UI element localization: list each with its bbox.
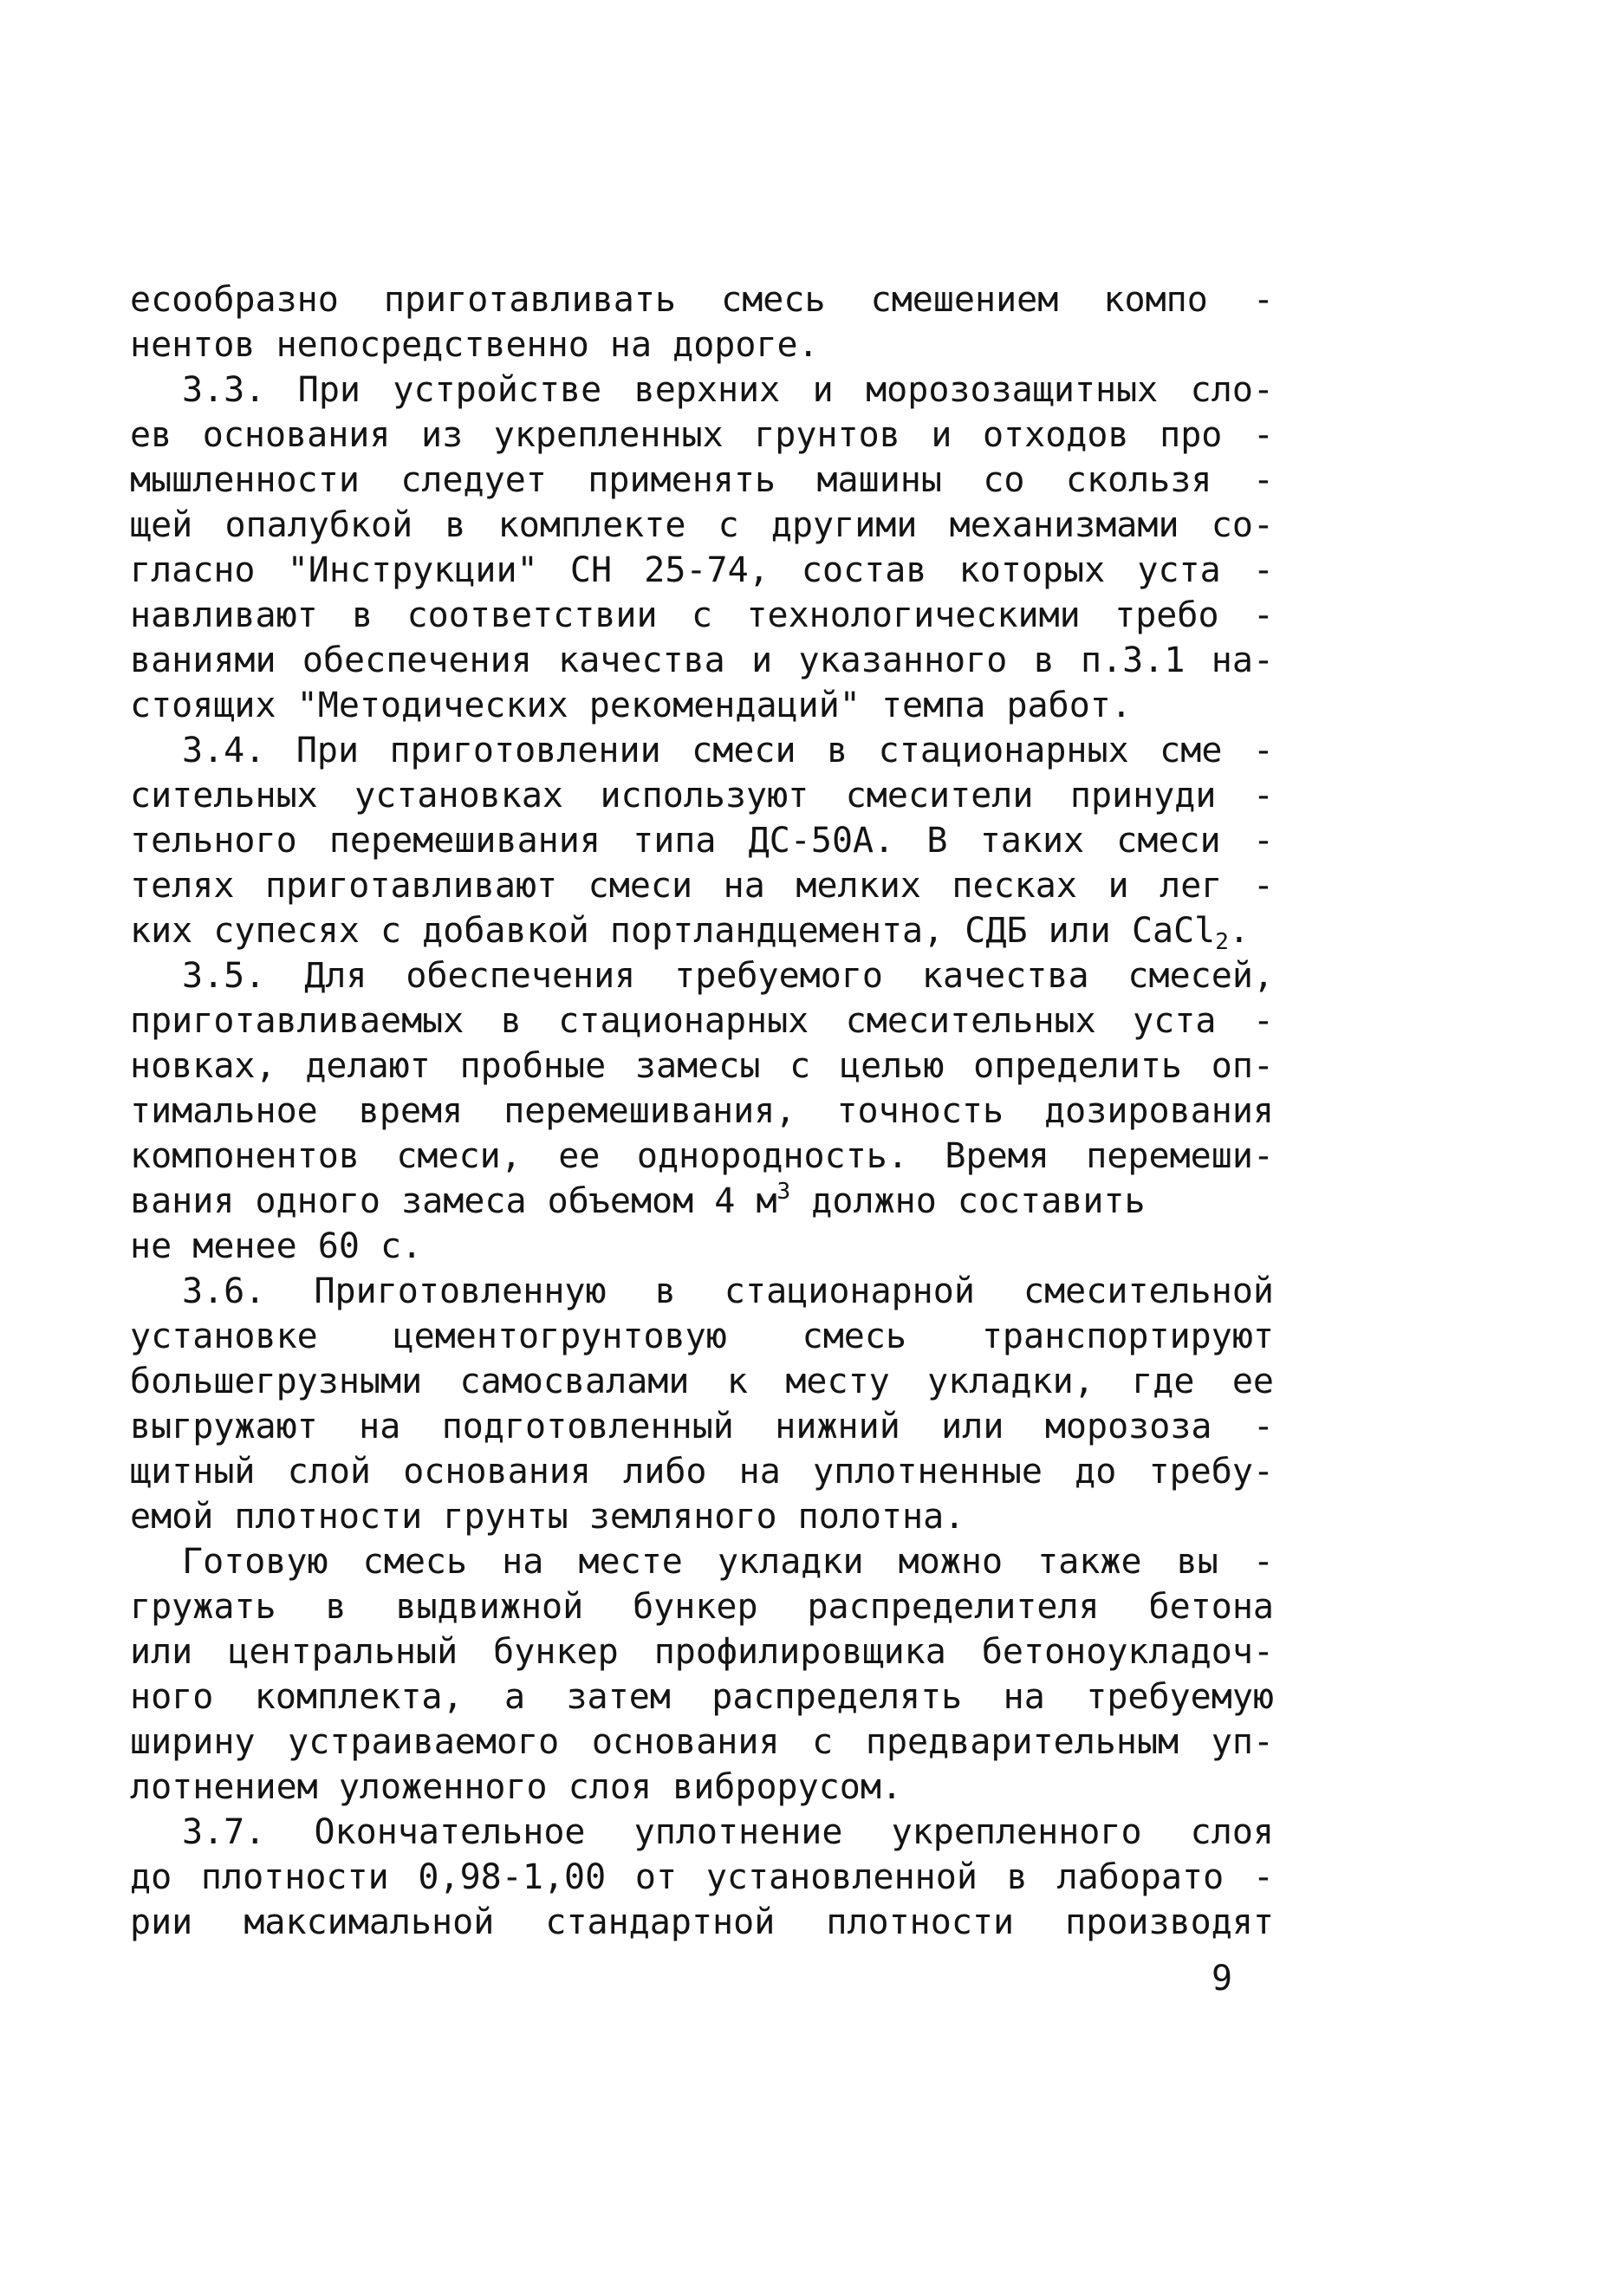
text-line: большегрузными самосвалами к месту укладки, где ее xyxy=(130,1362,1274,1401)
text-line: приготавливаемых в стационарных смесительных уста - xyxy=(130,1001,1274,1041)
text-line: сительных установках используют смесители принуди - xyxy=(130,776,1274,816)
text-line: рии максимальной стандартной плотности производят xyxy=(130,1902,1274,1942)
text-line-cacl xyxy=(130,908,1274,953)
text-line: навливают в соответствии с технологическими требо - xyxy=(130,595,1274,635)
text-line: ного комплекта, а затем распределять на требуемую xyxy=(130,1677,1274,1717)
text-line: ширину устраиваемого основания с предварительным уп- xyxy=(130,1722,1274,1762)
text-line: телях приготавливают смеси на мелких песках и лег - xyxy=(130,866,1274,906)
text-line: гружать в выдвижной бункер распределителя бетона xyxy=(130,1587,1274,1627)
text-line: лотнением уложенного слоя виброрусом. xyxy=(130,1767,903,1807)
cacl-subscript: 2 xyxy=(1215,929,1229,953)
paragraph-3-7-line: 3.7. Окончательное уплотнение укрепленного слоя xyxy=(182,1812,1274,1852)
volume-tail: должно составить xyxy=(790,1181,1146,1221)
text-line: тимальное время перемешивания, точность дозирования xyxy=(130,1091,1274,1131)
volume-superscript: 3 xyxy=(776,1179,791,1205)
text-line: гласно "Инструкции" СН 25-74, состав которых уста - xyxy=(130,550,1274,590)
text-line: есообразно приготавливать смесь смешением компо - xyxy=(130,280,1274,320)
body-text xyxy=(130,277,1274,1945)
text-line: до плотности 0,98-1,00 от установленной в лаборато - xyxy=(130,1857,1274,1897)
text-line: щей опалубкой в комплекте с другими механизмами со- xyxy=(130,505,1274,545)
text-line: нентов непосредственно на дороге. xyxy=(130,325,819,365)
text-line: емой плотности грунты земляного полотна. xyxy=(130,1497,965,1537)
text-line: ваниями обеспечения качества и указанного в п.3.1 на- xyxy=(130,640,1274,680)
text-line: установке цементогрунтовую смесь транспортируют xyxy=(130,1317,1274,1356)
text-line: выгружают на подготовленный нижний или морозоза - xyxy=(130,1407,1274,1447)
cacl-line-text: ких супесях с добавкой портландцемента, СДБ или CaCl xyxy=(130,911,1216,951)
text-line: тельного перемешивания типа ДС-50А. В таких смеси - xyxy=(130,821,1274,861)
text-line: мышленности следует применять машины со скользя - xyxy=(130,460,1274,500)
paragraph-3-4-line: 3.4. При приготовлении смеси в стационарных сме - xyxy=(182,731,1274,770)
paragraph-ready-mix-line: Готовую смесь на месте укладки можно также вы - xyxy=(182,1542,1274,1582)
text-line: компонентов смеси, ее однородность. Время перемеши- xyxy=(130,1136,1274,1176)
text-line: стоящих "Методических рекомендаций" темпа работ. xyxy=(130,686,1132,725)
volume-line-text: вания одного замеса объемом 4 м xyxy=(130,1181,777,1221)
paragraph-3-3-line: 3.3. При устройстве верхних и морозозащитных сло- xyxy=(182,370,1274,410)
text-line: новках, делают пробные замесы с целью определить оп- xyxy=(130,1046,1274,1086)
paragraph-3-6-line: 3.6. Приготовленную в стационарной смесительной xyxy=(182,1271,1274,1311)
text-line: ев основания из укрепленных грунтов и отходов про - xyxy=(130,415,1274,455)
text-line-volume xyxy=(130,1179,1274,1224)
text-line: или центральный бункер профилировщика бетоноукладоч- xyxy=(130,1632,1274,1672)
paragraph-3-5-line: 3.5. Для обеспечения требуемого качества смесей, xyxy=(182,956,1274,996)
page-number: 9 xyxy=(1212,1959,1233,1999)
text-line: не менее 60 с. xyxy=(130,1226,423,1266)
cacl-tail: . xyxy=(1228,911,1250,951)
text-line: щитный слой основания либо на уплотненные до требу- xyxy=(130,1452,1274,1492)
